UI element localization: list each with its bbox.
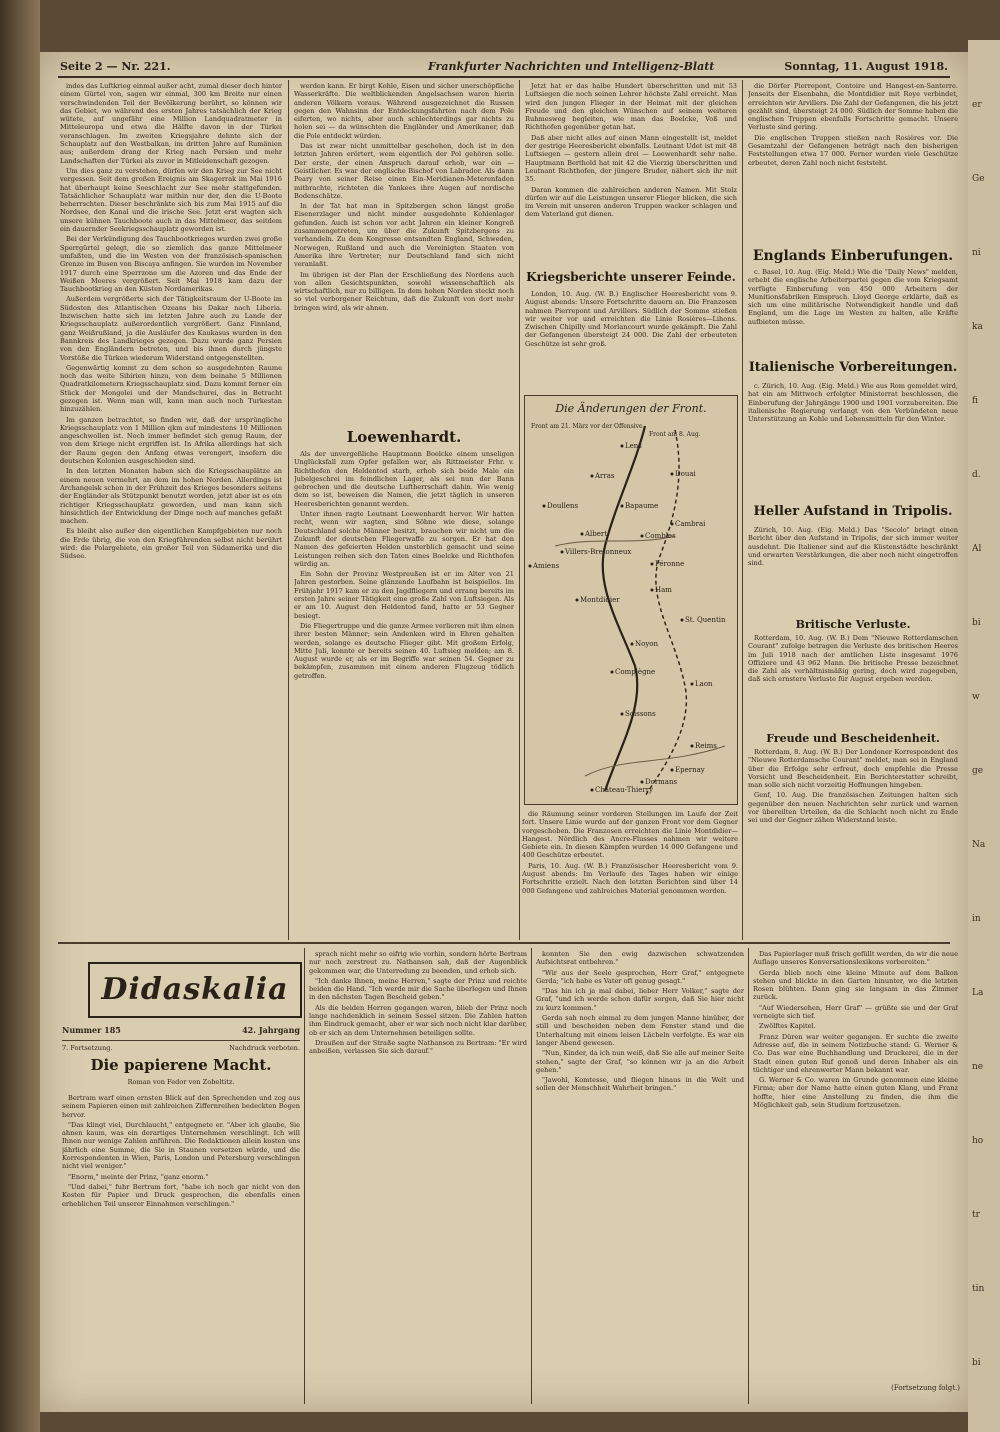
paragraph: "Ich danke Ihnen, meine Herren," sagte der Prinz und reichte beiden die Hand. "Ich werde mir die Sache überlegen und Ihnen in den nächsten Tagen Bescheid geben." xyxy=(309,976,527,1002)
map-place-label: Albert xyxy=(585,530,608,538)
front-map-drawing xyxy=(525,396,737,804)
page-header xyxy=(58,60,950,78)
edge-fragment: tr xyxy=(972,1210,980,1220)
edge-fragment: in xyxy=(972,914,981,924)
edge-fragment: er xyxy=(972,100,982,110)
paragraph: die Räumung seiner vorderen Stellungen im Laufe der Zeit fort. Unsere Linie wurde auf der ganzen Front vor dem Gegner vorgeschoben. Die Franzosen erreichten die Linie Montdidier—Hangest. Nördlich des Ancre-Flusses nahmen wir weitere Gebiete ein. In diesen Kämpfen wurden 14 000 Gefangene und 400 Geschütze erbeutet. xyxy=(522,810,738,860)
paragraph: Gerda sah noch einmal zu dem jungen Manne hinüber, der still und bescheiden neben dem Fenster stand und die Unterhaltung mit einem leisen Lächeln verfolgte. Es war ein langer Abend gewesen. xyxy=(536,1014,744,1047)
map-place-label: Amiens xyxy=(533,562,560,570)
map-place-marker xyxy=(631,643,634,646)
map-legend-march: Front am 21. März vor der Offensive xyxy=(531,423,643,430)
tripolis-article xyxy=(748,526,958,612)
map-place-label: Bapaume xyxy=(625,502,659,510)
paragraph: Es bleibt also außer den eigentlichen Kampfgebieten nur noch die Erde übrig, die von den Kriegführenden selbst nicht berührt wird: die Polargebiete, ein großer Teil von Südamerika und die Südsee. xyxy=(60,527,282,561)
paragraph: Bei der Verkündigung des Tauchbootkrieges wurden zwei große Sperrgürtel gelegt, die so ziemlich das ganze Mittelmeer umfaßten, und die im Westen von der französisch-spanischen Grenze im Busen von Biscaya anfingen. Sie wurden im November 1917 durch eine Sperrzone um die Azoren und das Ende der Weißen Meeres vergrößert. Seit Mai 1918 kam dazu der Tauchbootkrieg an den Küsten Nordamerikas. xyxy=(60,235,282,294)
paragraph: "Und dabei," fuhr Bertram fort, "habe ich noch gar nicht von den Kosten für Papier und Druck gesprochen, die ebenfalls einen erheblichen Teil unserer Einnahmen verschlingen." xyxy=(62,1182,300,1208)
paragraph: Im übrigen ist der Plan der Erschließung des Nordens auch von allen Gesichtspunkten, sowohl wissenschaftlich als wirtschaftlich, nur zu billigen. In dem hohen Norden steckt noch so viel verborgener Reichtum, daß die Zukunft von dort mehr bringen wird, als wir ahnen. xyxy=(294,270,514,312)
map-place-marker xyxy=(651,589,654,592)
map-place-label: Epernay xyxy=(675,766,705,774)
edge-fragment: Na xyxy=(972,840,986,850)
issue-number: Nummer 185 xyxy=(62,1026,121,1035)
paragraph: Als der unvergeßliche Hauptmann Boelcke einem unseligen Unglücksfall zum Opfer gefallen war, als Rittmeister Frhr. v. Richthofen den Heldentod starb, erhob sich beide Male ein Jubelgeschrei im feindlichen Lager, als sei nun der Bann gebrochen und die deutsche Luftherrschaft dahin. Wie wenig dem so ist, beweisen die Namen, die jetzt täglich in unseren Heeresberichten genannt werden. xyxy=(294,450,514,508)
map-place-marker xyxy=(581,533,584,536)
map-place-marker xyxy=(529,565,532,568)
paragraph: Das ist zwar nicht unmittelbar geschehen, doch ist in den letzten Jahren erörtert, wem eigentlich der Pol gehören solle. Der erste, der einen Anspruch darauf erhob, war ein — Geistlicher. Es war der englische Bischof von Labrador. Als dann Peary von seiner Reise einen Ein-Meridianen-Meterenfaden mitbrachte, richteten die Yankees ihre Augen auf nordische Bodenschätze. xyxy=(294,142,514,200)
column-divider xyxy=(304,948,305,1404)
map-place-marker xyxy=(576,599,579,602)
map-place-label: Ham xyxy=(655,586,672,594)
paragraph: Paris, 10. Aug. (W. B.) Französischer Heeresbericht vom 9. August abends: Im Verlaufe des Tages haben wir einige Fortschritte erzielt. Nach den letzten Berichten sind über 14 000 Gefangene und zahlreiches Material genommen worden. xyxy=(522,861,738,895)
paragraph: Jetzt hat er das halbe Hundert überschritten und mit 53 Luftsiegen die noch seinen Lehrer höchste Zahl erreicht. Man wird den jungen Flieger in der Heimat mit der gleichen Freude und den gleichen Wünschen auf seinem weiteren Ruhmesweg begleiten, wie man das Boelcke, Voß und Richthofen gegenüber getan hat. xyxy=(525,82,737,132)
paragraph: Daß aber nicht alles auf einen Mann eingestellt ist, meldet der gestrige Heeresbericht ebenfalls. Leutnant Udet ist mit 48 Luftsiegen — gestern allein drei — Loewenhardt sehr nahe. Hauptmann Berthold hat mit 42 die Vierzig überschritten und Leutnant Richthofen, der jüngere Bruder, nähert sich ihr mit 35. xyxy=(525,133,737,184)
edge-fragment: La xyxy=(972,988,984,998)
novel-column-4 xyxy=(753,950,958,1378)
paragraph: Außerdem vergrößerte sich der Tätigkeitsraum der U-Boote im Südosten des Atlantischen Ozeans bis Dakar nach Liberia. Inzwischen hatte sich im letzten Jahre auch zu Lande der Kriegsschauplatz außerordentlich vergrößert. Ganz Finnland, ganz Weißrußland, ja die Ausläufer des Kaukasus wurden in den Bannkreis des Landkrieges gezogen. Dazu wurde ganz Persien von den Engländern betreten, und bis ihnen durch jüngste Vorstöße die Türken wiederum Widerstand entgegenstellten. xyxy=(60,295,282,362)
map-place-marker xyxy=(621,713,624,716)
map-place-marker xyxy=(611,671,614,674)
book-binding xyxy=(0,0,40,1432)
edge-fragment: ka xyxy=(972,322,983,332)
column-divider xyxy=(531,948,532,1404)
map-place-label: Château-Thierry xyxy=(595,786,653,794)
kriegsberichte-article xyxy=(525,290,737,390)
freude-article xyxy=(748,748,958,936)
map-place-label: Villers-Bretonneux xyxy=(565,548,632,556)
paragraph: London, 10. Aug. (W. B.) Englischer Heeresbericht vom 9. August abends: Unsere Fortschritte dauern an. Die Franzosen nahmen Pierrepont und Arvillers. Südlich der Somme stießen wir weiter vor und erreichten die Linie Rosières—Lihons. Zwischen Chipilly und Morlancourt wurde gekämpft. Die Zahl der Gefangenen übersteigt 24 000. Die Zahl der erbeuteten Geschütze ist sehr groß. xyxy=(525,290,737,348)
paragraph: Bertram warf einen ernsten Blick auf den Sprechenden und zog aus seinem Papieren einen mit zahlreichen Ziffernreihen bedeckten Bogen hervor. xyxy=(62,1094,300,1119)
loewenhardt-headline: Loewenhardt. xyxy=(346,428,462,446)
front-line-august xyxy=(645,430,686,796)
map-place-label: Soissons xyxy=(625,710,656,718)
paragraph: Die Fliegertruppe und die ganze Armee verlieren mit ihm einen ihrer besten Männer; sein Andenken wird in Ehren gehalten werden, solange es deutsche Flieger gibt. Mit großem Erfolg, Mitte Juli, konnte er bereits seinen 40. Luftsieg melden; am 8. August wurde er, als er im Begriffe war seinen 54. Gegner zu bekämpfen, zusammen mit einem anderen Flugzeug tödlich getroffen. xyxy=(294,621,514,680)
article-column-1 xyxy=(60,82,282,934)
map-place-labels xyxy=(529,442,727,794)
map-place-label: Combles xyxy=(645,532,676,540)
map-place-label: Compiègne xyxy=(615,668,656,676)
kriegsberichte-headline: Kriegsberichte unserer Feinde. xyxy=(526,270,736,284)
paragraph: Zwölftes Kapitel. xyxy=(759,1022,816,1031)
paragraph: Draußen auf der Straße sagte Nathanson zu Bertram: "Er wird anbeißen, verlassen Sie sich darauf." xyxy=(309,1038,527,1056)
paragraph: Die englischen Truppen stießen nach Rosières vor. Die Gesamtzahl der Gefangenen beträgt nach den bisherigen Feststellungen etwa 17 000. Ferner wurden viele Geschütze erbeutet, deren Zahl noch nicht feststeht. xyxy=(748,133,958,167)
paragraph: Um dies ganz zu verstehen, dürfen wir den Krieg zur See nicht vergessen. Seit dem großen Ereignis am Skagerrak im Mai 1916 hat überhaupt keine Seeschlacht zur See mehr stattgefunden. Tatsächlicher Schauplatz war mithin nur der, den die U-Boote beherrschten. Dieser beschränkte sich bis zum Mai 1915 auf die Nordsee, den Kanal und die irische See. Jetzt erst wagten sich unsere kühnen Tauchboote auch in das Mittelmeer, das seitdem ein dauernder Seekriegsschauplatz geworden ist. xyxy=(60,166,282,234)
paragraph: "Das hin ich ja mal dabei, lieber Herr Volker," sagte der Graf, "und ich werde schon dafür sorgen, daß Sie hier nicht zu kurz kommen." xyxy=(536,987,744,1012)
map-place-marker xyxy=(561,551,564,554)
edge-fragment: ho xyxy=(972,1136,984,1146)
england-article xyxy=(748,268,958,352)
edge-fragment: ge xyxy=(972,766,984,776)
paragraph: Rotterdam, 8. Aug. (W. B.) Der Londoner Korrespondent des "Nieuwe Rotterdamsche Courant" meldet, man sei in England über die Erfolge sehr erfreut, doch empfehle die Presse Vorsicht und Bescheidenheit. Ein Berichterstatter schreibt, man solle sich nicht vorzeitig Hoffnungen hingeben. xyxy=(748,748,958,790)
reprint-note: Nachdruck verboten. xyxy=(229,1044,300,1052)
paragraph: In den letzten Monaten haben sich die Kriegsschauplätze an einem neuen vermehrt, an dem im hohen Norden. Allerdings ist Archangelsk schon in der Frühzeit des Krieges besonders seitens der Engländer als Stützpunkt benutzt worden, jetzt aber ist es ein richtiger Kriegsschauplatz geworden, und man kann sich hinsichtlich der Entwicklung der Dinge noch auf manches gefaßt machen. xyxy=(60,467,282,526)
edge-fragment: fi xyxy=(972,396,979,406)
map-place-marker xyxy=(681,619,684,622)
italien-article xyxy=(748,382,958,490)
map-place-label: Péronne xyxy=(655,560,685,568)
freude-headline: Freude und Bescheidenheit. xyxy=(766,732,940,745)
paragraph: Ein Sohn der Provinz Westpreußen ist er im Alter von 21 Jahren gestorben. Seine glänzende Laufbahn ist beispiellos. Im Frühjahr 1917 kam er zu den Jagdfliegern und errang bereits im ersten Jahre seiner Tätigkeit eine große Zahl von Luftsiegen. Als er am 10. August den Heldentod fand, hatte er 53 Gegner besiegt. xyxy=(294,570,514,620)
paragraph: c. Zürich, 10. Aug. (Eig. Meld.) Wie aus Rom gemeldet wird, hat ein am Mittwoch erfolgter Ministerrat beschlossen, die Einberufung der Jahrgänge 1900 und 1901 vorzubereiten. Die italienische Regierung verlangt von den Verbündeten neue Unterstützung an Kohle und Lebensmitteln für den Winter. xyxy=(748,382,958,424)
article-column-3 xyxy=(525,82,737,260)
issue-date: Sonntag, 11. August 1918. xyxy=(784,60,948,73)
map-place-label: Douai xyxy=(675,470,696,478)
paragraph: Im ganzen betrachtet, so finden wir, daß der ursprüngliche Kriegsschauplatz von 1 Million qkm auf mindestens 10 Millionen angeschwollen ist. Noch immer befindet sich genug Raum, der von dem Kriege nicht ergriffen ist. In Afrika allerdings hat sich der Raum gegen den Anfang etwas verengert, insofern die deutschen Kolonien ausgeschieden sind. xyxy=(60,415,282,466)
map-place-marker xyxy=(621,505,624,508)
paragraph: Gegenwärtig kommt zu dem schon so ausgedehnten Raume noch das weite Sibirien hinzu, von dem beinahe 5 Millionen Quadratkilometern Kriegsschauplatz sind. Dazu kommt ferner ein Stück der Mongolei und der Mandschurei, das in Betracht gezogen ist. Wenn man will, kann man auch noch Turkestan hinzuzählen. xyxy=(60,363,282,414)
map-place-marker xyxy=(691,683,694,686)
map-place-label: Noyon xyxy=(635,640,659,648)
map-place-marker xyxy=(543,505,546,508)
map-place-label: Doullens xyxy=(547,502,579,510)
adjacent-page-edge xyxy=(968,40,1000,1432)
paragraph: "Das klingt viel, Durchlaucht," entgegnete er. "Aber ich glaube, Sie ahnen kaum, was ein derartiges Unternehmen verschlingt. Ich will Ihnen nur wenige Zahlen anführen. Die Redaktionen allein kosten uns jährlich eine Summe, die Sie in Staunen versetzen würde, und die Korrespondenten in Wien, Paris, London und Petersburg verschlingen nicht viel weniger." xyxy=(62,1120,300,1171)
paragraph: Unter ihnen ragte Leutnant Loewenhardt hervor. Wir hatten recht, wenn wir sagten, sind Söhne wie diese, solange Deutschland solche Männer besitzt, brauchen wir nicht um die Zukunft der deutschen Fliegerwaffe zu sorgen. Er hat den Namen des gefeierten Helden unsterblich gemacht und seine Leistungen reihen sich den Taten eines Boelcke und Richthofen würdig an. xyxy=(294,510,514,568)
novel-column-2 xyxy=(309,950,527,1400)
paragraph: Als die beiden Herren gegangen waren, blieb der Prinz noch lange nachdenklich in seinem Sessel sitzen. Die Zahlen hatten ihm Eindruck gemacht, aber er war sich noch nicht klar darüber, ob er sich an dem Unternehmen beteiligen sollte. xyxy=(309,1003,527,1037)
paragraph: c. Basel, 10. Aug. (Eig. Meld.) Wie die "Daily News" melden, erhebt die englische Arbeiterpartei gegen die vom Kriegsamt verfügte Einberufung von 450 000 Arbeitern der Munitionsfabriken Einspruch. Lloyd George erklärte, daß es sich um eine militärische Notwendigkeit handle und daß England, um die Lage im Westen zu halten, alle Kräfte aufbieten müsse. xyxy=(748,268,958,326)
continuation-note: 7. Fortsetzung. xyxy=(62,1044,113,1052)
england-headline: Englands Einberufungen. xyxy=(752,248,954,264)
map-legend-august: Front am 8. Aug. xyxy=(649,431,701,438)
map-place-marker xyxy=(691,745,694,748)
map-place-marker xyxy=(591,789,594,792)
map-place-label: Lens xyxy=(625,442,642,450)
edge-fragment: Al xyxy=(972,544,982,554)
paragraph: konnten Sie den ewig dazwischen schwatzenden Aufsichtsrat entbehren." xyxy=(536,950,744,967)
paragraph: indes das Luftkrieg einmal außer acht, zumal dieser doch hinter einem Gürtel von, sagen wir einmal, 300 km Breite nur einen verschwindenden Teil der Bevölkerung berührt, so können wir das Gebiet, wo während des ersten Jahres tatsächlich der Krieg wütete, auf ungefähr eine Million Landquadratmeter in Mitteleuropa und etwa die Hälfte davon in der Türkei veranschlagen. Im zweiten Kriegsjahre dehnte sich der Schauplatz auf den Westbalkan, im dritten Jahre auf Rumänien aus; außerdem drang der Krieg nach Persien und mehr Landschaften der Türkei als zuvor in Mitleidenschaft gezogen. xyxy=(60,82,282,165)
issue-year: 42. Jahrgang xyxy=(242,1026,300,1035)
paragraph: Gerda blieb noch eine kleine Minute auf dem Balkon stehen und blickte in den Garten hinunter, wo die letzten Rosen blühten. Dann ging sie langsam in das Zimmer zurück. xyxy=(753,968,958,1002)
paragraph: In der Tat hat man in Spitzbergen schon längst große Eisenerzlager und nicht minder ausgedehnte Kohlenlager gefunden. Auch ist schon vor acht Jahren ein kleiner Kongreß zusammengetreten, um über die Zukunft Spitzbergens zu verhandeln. Zu dem Kongresse entsandten England, Schweden, Norwegen, Rußland und auch die Vereinigten Staaten von Amerika ihre Vertreter; nur Deutschland fand sich nicht veranlaßt. xyxy=(294,202,514,269)
map-place-label: St. Quentin xyxy=(685,616,726,624)
paragraph: "Enorm," meinte der Prinz, "ganz enorm." xyxy=(68,1172,209,1181)
map-place-marker xyxy=(671,769,674,772)
italien-headline: Italienische Vorbereitungen. xyxy=(748,360,958,375)
paragraph: Franz Düren war weiter gegangen. Er suchte die zweite Adresse auf, die in seinem Notizbuche stand: G. Werner & Co. Das war eine Buchhandlung und Druckerei, die in der Stadt einen guten Ruf genoß und deren Inhaber als ein tüchtiger und ehrenwerter Mann bekannt war. xyxy=(753,1032,958,1074)
novel-column-1 xyxy=(62,1094,300,1400)
paragraph: Rotterdam, 10. Aug. (W. B.) Dem "Nieuwe Rotterdamschen Courant" zufolge betragen die Verluste des britischen Heeres im Juli 1918 nach der amtlichen Liste insgesamt 1976 Offiziere und 43 962 Mann. Die britische Presse bezeichnet die Zahl als verhältnismäßig gering, doch wird zugegeben, daß sich ernstere Verluste für August ergeben werden. xyxy=(748,634,958,684)
verluste-article xyxy=(748,634,958,720)
loewenhardt-article xyxy=(294,450,514,934)
column-divider xyxy=(748,948,749,1404)
front-line-march xyxy=(603,426,645,791)
edge-fragment: tin xyxy=(972,1284,985,1294)
paragraph: G. Werner & Co. waren im Grunde genommen eine kleine Firma; aber der Name hatte einen guten Klang, und Franz hoffte, hier eine Anstellung zu finden, die ihm die Möglichkeit gab, sein Studium fortzusetzen. xyxy=(753,1076,958,1110)
newspaper-name: Frankfurter Nachrichten und Intelligenz-Blatt xyxy=(428,60,715,73)
masthead-rule xyxy=(62,1040,300,1041)
edge-fragment: ni xyxy=(972,248,981,258)
edge-fragment: Ge xyxy=(972,174,985,184)
paragraph: Das Papierlager muß frisch gefüllt werden, da wir die neue Auflage unseres Konversationslexikons vorbereiten." xyxy=(753,950,958,967)
continued-note: (Fortsetzung folgt.) xyxy=(891,1384,960,1392)
paragraph: werden kann. Er birgt Kohle, Eisen und sicher unerschöpfliche Wasserkräfte. Die weltblickenden Angelsachsen waren hierin anderen Völkern voraus. Während ausgezeichnet die Russen gegen den Wahnsinn der Entdeckungsfahrten nach dem Pole eiferten, wo nichts, aber auch schlechterdings gar nichts zu holen sei — da wünschten die Engländer und Amerikaner, daß die Pole entdeckt würden. xyxy=(294,82,514,140)
map-place-label: Dormans xyxy=(645,778,678,786)
map-caption-text xyxy=(522,810,738,940)
paragraph: sprach nicht mehr so eifrig wie vorhin, sondern hörte Bertram nur noch zerstreut zu. Nathanson sah, daß der Augenblick gekommen war, die Unterredung zu beenden, und erhob sich. xyxy=(309,950,527,975)
map-title: Die Änderungen der Front. xyxy=(555,402,707,415)
edge-fragment: bi xyxy=(972,1358,981,1368)
map-place-marker xyxy=(671,473,674,476)
map-place-label: Reims xyxy=(695,742,717,750)
didaskalia-masthead: Didaskalia xyxy=(88,962,302,1018)
map-place-label: Montdidier xyxy=(580,596,620,604)
novel-title: Die papierene Macht. xyxy=(90,1056,272,1074)
map-place-marker xyxy=(641,781,644,784)
edge-fragment: bi xyxy=(972,618,981,628)
map-place-marker xyxy=(591,475,594,478)
edge-fragment: d. xyxy=(972,470,981,480)
map-place-label: Arras xyxy=(595,472,615,480)
front-changes-map xyxy=(524,395,738,805)
feuilleton-divider xyxy=(58,942,950,944)
map-place-marker xyxy=(641,535,644,538)
map-place-label: Cambrai xyxy=(675,520,706,528)
novel-column-3 xyxy=(536,950,744,1400)
column-divider xyxy=(742,80,743,940)
paragraph: Daran kommen die zahlreichen anderen Namen. Mit Stolz dürfen wir auf die Leistungen unserer Flieger blicken, die sich im Verein mit unseren anderen Truppen wacker schlagen und dem Vaterland gut dienen. xyxy=(525,185,737,219)
page-number: Seite 2 — Nr. 221. xyxy=(60,60,171,73)
edge-fragment: ne xyxy=(972,1062,984,1072)
article-column-2 xyxy=(294,82,514,412)
map-place-marker xyxy=(651,563,654,566)
tripolis-headline: Heller Aufstand in Tripolis. xyxy=(753,504,953,519)
column-divider xyxy=(519,80,520,940)
paragraph: "Wir aus der Seele gesprochen, Herr Graf," entgegnete Gerda; "ich habe es Vater oft genug gesagt." xyxy=(536,968,744,985)
edge-fragment: w xyxy=(972,692,980,702)
paragraph: Zürich, 10. Aug. (Eig. Meld.) Das "Secolo" bringt einen Bericht über den Aufstand in Tripolis, der sich immer weiter ausdehnt. Die Italiener sind auf die Küstenstädte beschränkt und erwarten Verstärkungen, die aber noch nicht eingetroffen sind. xyxy=(748,526,958,568)
paragraph: Genf, 10. Aug. Die französischen Zeitungen halten sich gegenüber den neuen Nachrichten sehr zurück und warnen vor übereilten Urteilen, da die Schlacht noch nicht zu Ende sei und der Gegner zähen Widerstand leiste. xyxy=(748,791,958,825)
article-column-4 xyxy=(748,82,958,232)
map-place-marker xyxy=(621,445,624,448)
paragraph: "Nun, Kinder, da ich nun weiß, daß Sie alle auf meiner Seite stehen," sagte der Graf, "so können wir ja an die Arbeit gehen." xyxy=(536,1049,744,1074)
novel-author: Roman von Fedor von Zobeltitz. xyxy=(127,1078,235,1086)
column-divider xyxy=(288,80,289,940)
map-place-marker xyxy=(671,523,674,526)
map-place-label: Laon xyxy=(695,680,713,688)
paragraph: "Jawohl, Komtesse, und fliegen hinaus in die Welt und sollen der Menschheit Wahrheit bringen." xyxy=(536,1076,744,1093)
verluste-headline: Britische Verluste. xyxy=(795,618,911,631)
paragraph: "Auf Wiedersehen, Herr Graf" — grüßte sie und der Graf verneigte sich tief. xyxy=(753,1003,958,1021)
paragraph: die Dörfer Pierrepont, Contoire und Hangest-en-Santerre. Jenseits der Eisenbahn, die Montdidier mit Roye verbindet, erreichten wir Arvillers. Die Zahl der Gefangenen, die bis jetzt gezählt sind, übersteigt 24 000. Südlich der Somme haben die englischen Truppen ebenfalls Fortschritte gemacht. Unsere Verluste sind gering. xyxy=(748,82,958,132)
